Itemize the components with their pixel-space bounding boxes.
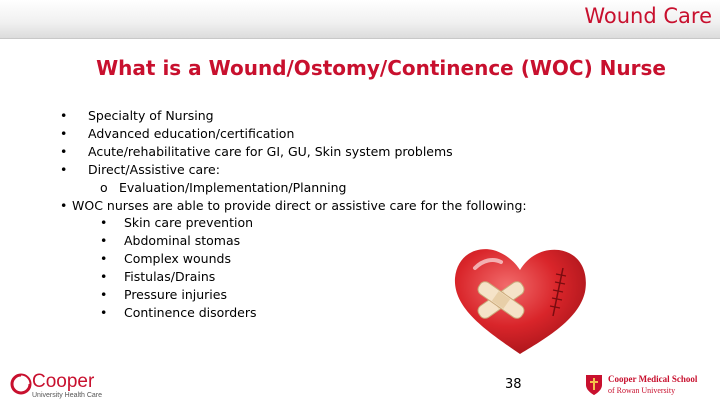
cmsru-logo-line1: Cooper Medical School	[608, 374, 698, 384]
care-item: • Skin care prevention	[100, 215, 254, 230]
care-item: • Abdominal stomas	[100, 233, 241, 248]
page-number: 38	[505, 377, 522, 392]
cooper-logo-icon	[10, 373, 32, 395]
slide-title: What is a Wound/Ostomy/Continence (WOC) Nurse	[96, 56, 666, 80]
section-title: Wound Care	[584, 4, 712, 28]
header-bar	[0, 0, 720, 39]
bullet-item: • Acute/rehabilitative care for GI, GU, Skin system problems	[60, 144, 453, 159]
cmsru-shield-icon	[584, 373, 604, 397]
woc-statement: • WOC nurses are able to provide direct or assistive care for the following:	[60, 198, 527, 213]
cooper-logo-name: Cooper	[32, 371, 95, 392]
cooper-logo-tagline: University Health Care	[32, 392, 103, 399]
care-item: • Complex wounds	[100, 251, 231, 266]
care-item: • Continence disorders	[100, 305, 257, 320]
cmsru-logo	[584, 371, 714, 401]
bandaged-heart-icon	[445, 238, 595, 358]
care-item: • Fistulas/Drains	[100, 269, 216, 284]
cmsru-logo-line2: of Rowan University	[608, 386, 676, 395]
bullet-item: • Advanced education/certification	[60, 126, 295, 141]
care-item: • Pressure injuries	[100, 287, 227, 302]
bullet-item: • Direct/Assistive care:	[60, 162, 220, 177]
sub-bullet-item: o Evaluation/Implementation/Planning	[100, 180, 347, 195]
bullet-item: • Specialty of Nursing	[60, 108, 214, 123]
cooper-logo	[10, 371, 120, 401]
